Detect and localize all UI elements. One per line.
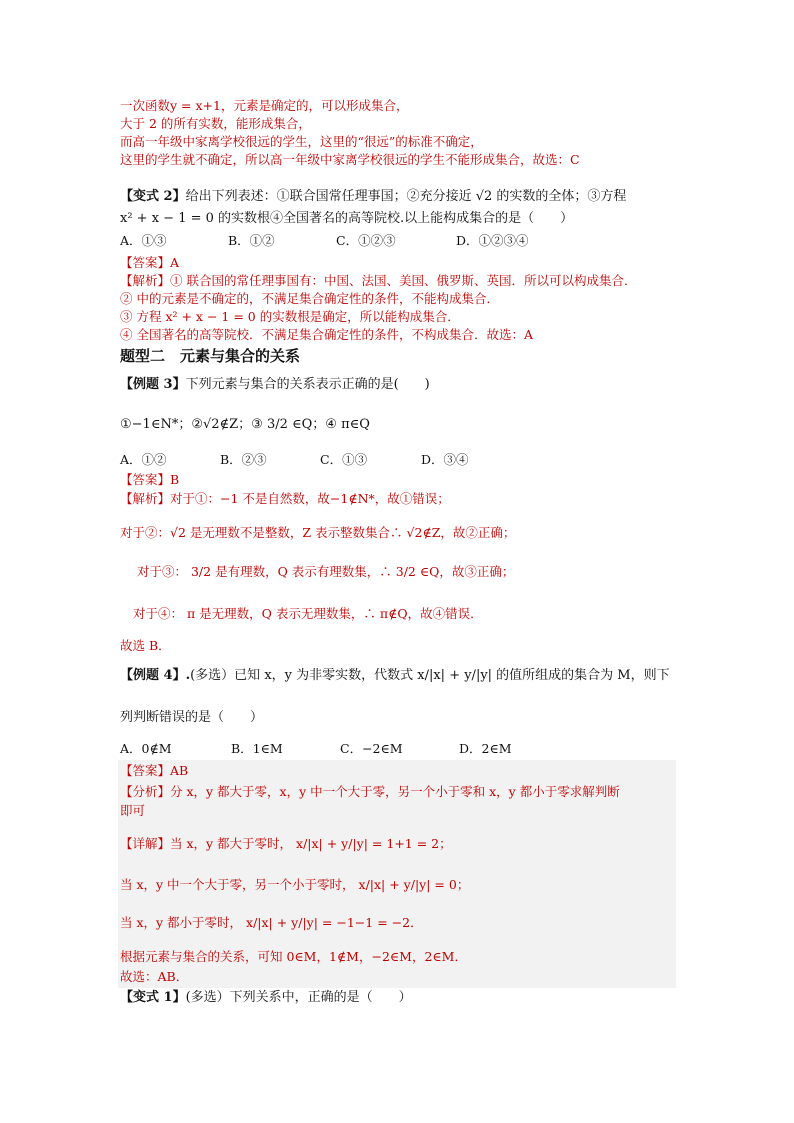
variant2-analysis-1: 【解析】① 联合国的常任理事国有：中国、法国、美国、俄罗斯、英国．所以可以构成集合． xyxy=(120,273,637,288)
variant2-question-text: 给出下列表述：①联合国常任理事国；②充分接近 √2 的实数的全体；③方程 xyxy=(185,189,627,204)
variant2-answer: 【答案】A xyxy=(120,255,180,270)
variant2-title: 【变式 2】 xyxy=(120,189,186,204)
example3-conclusion: 故选 B． xyxy=(120,638,171,653)
variant1-title: 【变式 1】 xyxy=(120,990,186,1005)
example4-analysis-2: 即可 xyxy=(120,803,146,818)
example3-solution-1: 【解析】对于①：−1 不是自然数，故−1∉N*，故①错误； xyxy=(120,491,450,506)
example3-question xyxy=(120,377,430,393)
variant2-option-b: B．①② xyxy=(228,233,275,248)
example3-answer: 【答案】B xyxy=(120,472,180,487)
variant2-option-d: D．①②③④ xyxy=(456,233,529,248)
section-heading: 题型二 元素与集合的关系 xyxy=(120,347,301,365)
example3-option-b: B．②③ xyxy=(220,452,267,467)
solution-line-3: 而高一年级中家离学校很远的学生，这里的“很远”的标准不确定， xyxy=(120,134,483,149)
variant2-option-c: C．①②③ xyxy=(336,233,396,248)
example4-title: 【例题 4】. xyxy=(120,668,191,683)
example4-question-text: (多选）已知 x，y 为非零实数，代数式 x/|x| + y/|y| 的值所组成的集合为 M，则下 xyxy=(190,668,670,683)
example4-analysis-1: 【分析】分 x，y 都大于零，x，y 中一个大于零，另一个小于零和 x，y 都小于零求解判断 xyxy=(120,784,620,799)
example3-option-c: C．①③ xyxy=(320,452,368,467)
example4-detail-5: 故选：AB． xyxy=(120,969,189,984)
example3-items: ①−1∈N*；②√2∉Z；③ 3/2 ∈Q；④ π∈Q xyxy=(120,417,370,432)
variant2-question-line-2: x² + x − 1 = 0 的实数根④全国著名的高等院校.以上能构成集合的是（ ） xyxy=(120,211,574,226)
example4-detail-3: 当 x，y 都小于零时， x/|x| + y/|y| = −1−1 = −2． xyxy=(120,915,423,930)
example4-detail-1: 【详解】当 x，y 都大于零时， x/|x| + y/|y| = 1+1 = 2； xyxy=(120,836,452,851)
variant2-analysis-4: ④ 全国著名的高等院校．不满足集合确定性的条件，不构成集合．故选：A xyxy=(120,327,534,342)
example3-solution-4: 对于④： π 是无理数，Q 表示无理数集，∴ π∉Q，故④错误． xyxy=(133,606,483,621)
variant1-question-text: (多选）下列关系中，正确的是（ ） xyxy=(185,990,412,1005)
variant2-analysis-3: ③ 方程 x² + x − 1 = 0 的实数根是确定，所以能构成集合． xyxy=(120,309,460,324)
example4-option-b: B．1∈M xyxy=(231,741,283,756)
example4-answer: 【答案】AB xyxy=(120,763,189,778)
example4-detail-2: 当 x，y 中一个大于零，另一个小于零时， x/|x| + y/|y| = 0； xyxy=(120,877,470,892)
example4-option-c: C．−2∈M xyxy=(340,741,403,756)
variant2-question-line-1 xyxy=(120,189,626,205)
example4-detail-4: 根据元素与集合的关系，可知 0∈M，1∉M，−2∈M，2∈M． xyxy=(120,949,467,964)
solution-line-4: 这里的学生就不确定，所以高一年级中家离学校很远的学生不能形成集合，故选：C xyxy=(120,152,580,167)
example3-option-d: D．③④ xyxy=(421,452,469,467)
example3-title: 【例题 3】 xyxy=(120,377,186,392)
example4-option-a: A．0∉M xyxy=(120,741,172,756)
example3-question-text: 下列元素与集合的关系表示正确的是( ) xyxy=(185,377,430,392)
example3-option-a: A．①② xyxy=(120,452,167,467)
solution-line-2: 大于 2 的所有实数，能形成集合， xyxy=(120,116,311,131)
example4-question-line-2: 列判断错误的是（ ） xyxy=(120,710,264,725)
example3-solution-3: 对于③： 3/2 是有理数，Q 表示有理数集，∴ 3/2 ∈Q，故③正确； xyxy=(137,564,515,579)
solution-line-1: 一次函数y = x+1，元素是确定的，可以形成集合， xyxy=(120,98,409,113)
variant2-analysis-2: ② 中的元素是不确定的，不满足集合确定性的条件，不能构成集合． xyxy=(120,291,499,306)
example3-solution-2: 对于②：√2 是无理数不是整数，Z 表示整数集合∴ √2∉Z，故②正确； xyxy=(120,525,516,540)
example4-question-line-1 xyxy=(120,668,670,684)
example4-option-d: D．2∈M xyxy=(459,741,512,756)
variant1-question xyxy=(120,990,412,1006)
variant2-option-a: A．①③ xyxy=(120,233,167,248)
